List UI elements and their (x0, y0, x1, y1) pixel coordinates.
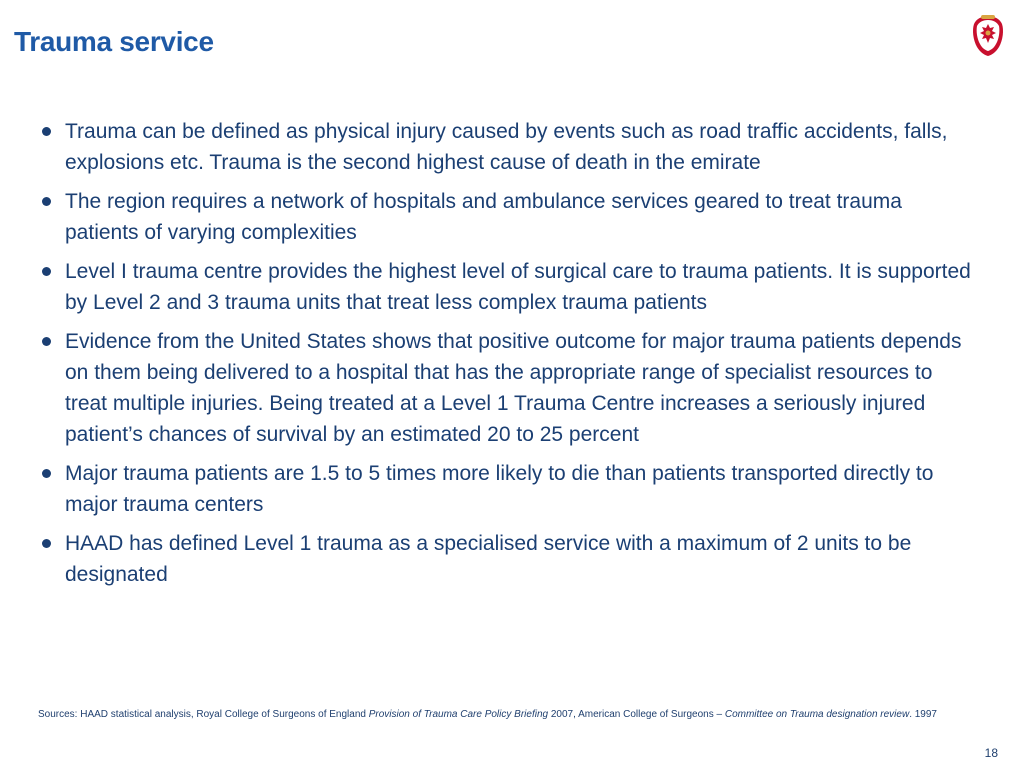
list-item (40, 256, 980, 318)
sources-middle: 2007, American College of Surgeons – (548, 709, 725, 720)
sources-note (38, 708, 958, 721)
list-item (40, 186, 980, 248)
bullet-icon (42, 337, 51, 346)
bullet-list (40, 116, 980, 598)
sources-italic-1: Provision of Trauma Care Policy Briefing (368, 709, 549, 720)
list-item (40, 528, 980, 590)
bullet-icon (42, 197, 51, 206)
list-item (40, 326, 980, 450)
bullet-text: Trauma can be defined as physical injury caused by events such as road traffic accidents, falls, explosions etc. Trauma is the second highest cause of death in the emirate (65, 120, 948, 174)
emblem-icon (971, 14, 1005, 58)
bullet-text: Major trauma patients are 1.5 to 5 times more likely to die than patients transported directly to major trauma centers (65, 462, 934, 516)
bullet-icon (42, 127, 51, 136)
bullet-text: Evidence from the United States shows that positive outcome for major trauma patients depends on them being delivered to a hospital that has the appropriate range of specialist resources to treat multiple injuries. Being treated at a Level 1 Trauma Centre increases a seriously injured patient’s chances of survival by an estimated 20 to 25 percent (65, 330, 962, 446)
bullet-text: Level I trauma centre provides the highest level of surgical care to trauma patients. It is supported by Level 2 and 3 trauma units that treat less complex trauma patients (65, 260, 971, 314)
list-item (40, 116, 980, 178)
sources-italic-2: Committee on Trauma designation review (724, 709, 910, 720)
list-item (40, 458, 980, 520)
bullet-text: HAAD has defined Level 1 trauma as a specialised service with a maximum of 2 units to be designated (65, 532, 912, 586)
bullet-text: The region requires a network of hospitals and ambulance services geared to treat trauma patients of varying complexities (65, 190, 902, 244)
sources-prefix: Sources: HAAD statistical analysis, Royal College of Surgeons of England (38, 709, 369, 720)
bullet-icon (42, 469, 51, 478)
bullet-icon (42, 539, 51, 548)
sources-suffix: . 1997 (909, 709, 937, 720)
slide-title: Trauma service (14, 26, 214, 57)
bullet-icon (42, 267, 51, 276)
page-number: 18 (984, 746, 998, 760)
